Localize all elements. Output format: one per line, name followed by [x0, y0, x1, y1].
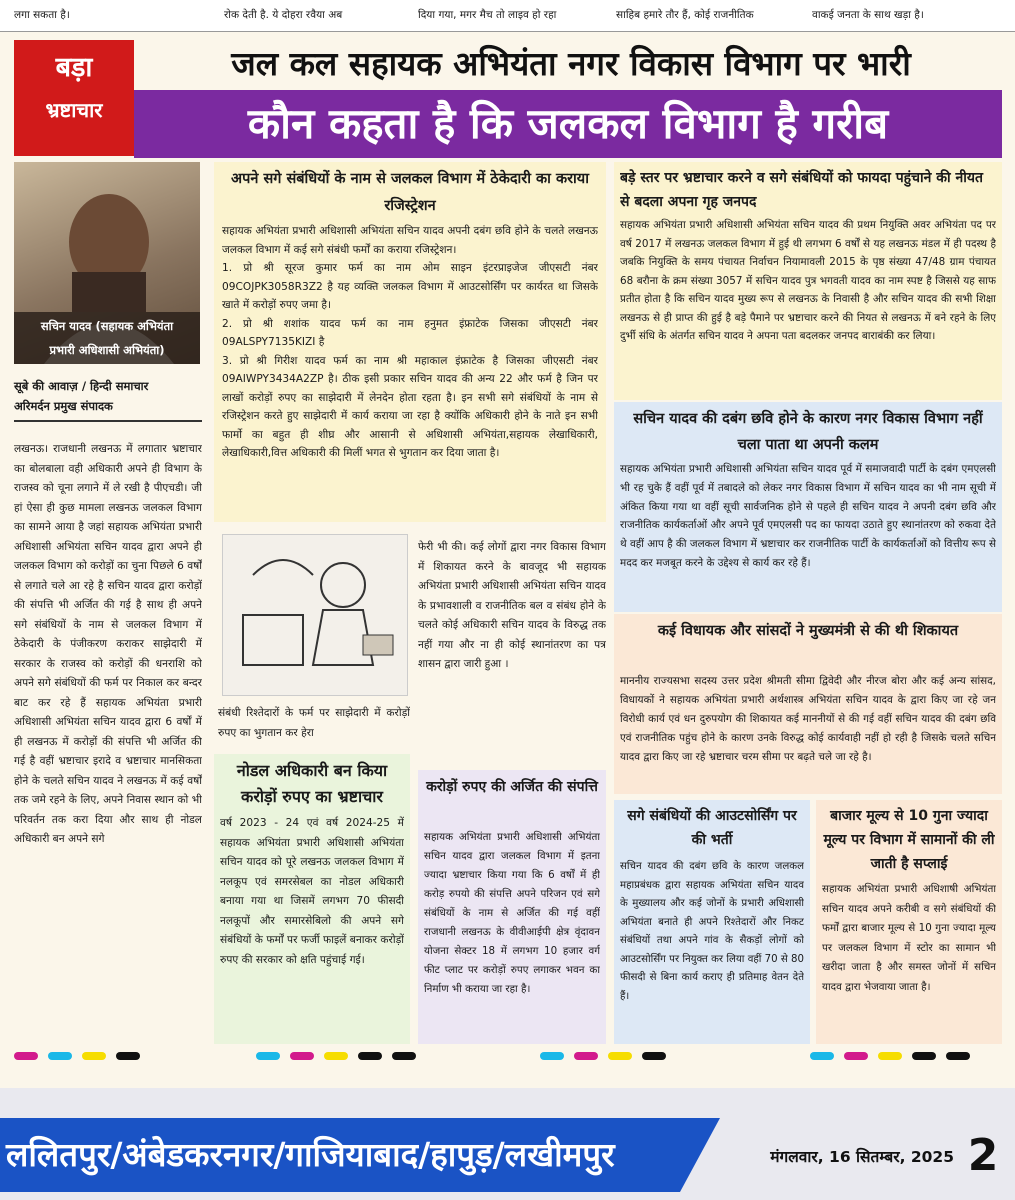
nodal-section [214, 754, 410, 1044]
photo-caption-line-2: प्रभारी अधिशासी अभियंता) [49, 343, 165, 357]
nodal-body: वर्ष 2023 - 24 एवं वर्ष 2024-25 में सहायक अभियंता प्रभारी अधिशासी अभियंता सचिन यादव को पूरे लखनऊ जलकल विभाग में नलकूप एवं समरसेबल का नोडल अधिकारी बनाया गया था जिसमें लगभग 70 फीसदी नलकूपों और समारसेबिलो की अपने सगे संबंधियों के फर्मों पर फर्जी फाइलें बनाकर करोड़ों रुपए की सरकार को क्षति पहुंचाई गई। [220, 817, 404, 966]
registration-heading: अपने सगे संबंधियों के नाम से जलकल विभाग में ठेकेदारी का कराया रजिस्ट्रेशन [231, 171, 589, 214]
home-district-body: सहायक अभियंता प्रभारी अधिशासी अभियंता सचिन यादव की प्रथम नियुक्ति अवर अभियंता पद पर वर्ष 2017 में लखनऊ जलकल विभाग में हुई थी लगभग 6 वर्षों से यह लखनऊ मंडल में ही पदस्थ है जबकि नियुक्ति के समय पंचायत निर्वाचन नियामावली 2015 के पृष्ठ संख्या 47/48 ग्राम पंचायत 68 बरौना के क्रम संख्या 3057 में सचिन यादव पुत्र भगवती यादव का नाम स्पष्ट है जिससे यह साफ प्रतीत होता है कि सचिन यादव मुख्य रूप से लखनऊ के निवासी है और सचिन यादव की सभी शिक्षा लखनऊ से ही प्राप्त की हुई है बड़े पैमाने पर भ्रष्टाचार करने की नियत से लखनऊ में बने रहने के लिए दुर्भी संधि के अंतर्गत सचिन यादव ने अपना पता बदलकर जनपद बाराबंकी कर लिया। [620, 219, 996, 342]
strip-col-1: लगा सकता है। [14, 9, 70, 21]
outsourcing-heading: सगे संबंधियों की आउटसोर्सिंग पर की भर्ती [627, 808, 797, 848]
middle-column-text: फेरी भी की। कई लोगों द्वारा नगर विकास विभाग में शिकायत करने के बावजूद भी सहायक अभियंता प्रभारी अधिशासी अभियंता सचिन यादव के प्रभावशाली व राजनीतिक बल व संबंध होने के चलते कोई अधिकारी सचिन यादव के विरुद्ध तक नहीं गया और ना ही कोई स्थानांतरण का पत्र शासन द्वारा जारी हुआ । [418, 541, 606, 670]
byline-line-1: सूबे की आवाज़ / हिन्दी समाचार [14, 379, 149, 393]
badi-bhrashtachar-tag [14, 40, 134, 156]
property-body: सहायक अभियंता प्रभारी अधिशासी अभियंता सचिन यादव द्वारा जलकल विभाग में इतना ज्यादा भ्रष्टाचार किया गया कि 6 वर्षों में ही करोड़ रुपयो की संपत्ति अपने परिजन एवं सगे संबंधियों के नाम से अर्जित की गई वहीं राजधानी लखनऊ के वीवीआईपी क्षेत्र वृंदावन योजना सेक्टर 18 में लगभग 10 हजार वर्ग फीट प्लाट पर करोड़ों रुपए लगाकर भवन का निर्माण भी कराया जा रहा है। [424, 831, 600, 995]
tag-line-1: बड़ा [55, 52, 93, 83]
page-number: 2 [967, 1130, 999, 1181]
corruption-cartoon [222, 534, 408, 696]
cartoon-illustration-icon [223, 535, 409, 697]
dabang-body: सहायक अभियंता प्रभारी अधिशासी अभियंता सचिन यादव पूर्व में समाजवादी पार्टी के दबंग एमएलसी भी रह चुके हैं वहीं पूर्व में तबादले को लेकर नगर विकास विभाग में सचिन यादव का भी नाम सूची में अंकित किया गया था वहीं सूची सार्वजनिक होने से पहले ही सचिन यादव ने अपनी दबंग छवि और राजनीतिक कार्यकर्ताओं और अपने पूर्व एमएलसी पद का फायदा उठाते हुए स्थानांतरण को रुकवा देते थे वहीं आप है की जलकल विभाग में भ्रष्टाचार कर राजनीतिक पार्टी के कार्यकर्ताओं को वित्तीय रूप से मदद कर मजबूत करने के उद्देश्य से कार्य कर रहे हैं। [620, 463, 996, 569]
strip-col-5: वाकई जनता के साथ खड़ा है। [812, 9, 924, 21]
complaint-section [614, 614, 1002, 794]
byline [14, 376, 204, 416]
photo-caption-line-1: सचिन यादव (सहायक अभियंता [40, 319, 174, 333]
strip-col-4: साहिब हमारे तौर हैं, कोई राजनीतिक [616, 9, 754, 21]
byline-divider [14, 420, 202, 422]
strip-col-3: दिया गया, मगर मैच तो लाइव हो रहा [418, 9, 557, 21]
previous-page-strip [0, 0, 1015, 32]
official-photo [14, 162, 200, 364]
property-heading: करोड़ों रुपए की अर्जित की संपत्ति [426, 779, 598, 795]
nodal-heading: नोडल अधिकारी बन किया करोड़ों रुपए का भ्रष्टाचार [236, 761, 388, 806]
home-district-section [614, 162, 1002, 400]
lead-column-text: लखनऊ। राजधानी लखनऊ में लगातार भ्रष्टाचार का बोलबाला वही अधिकारी अपने ही विभाग के राजस्व को चूना लगाने में ले रखी है पीएचडी। जी हां ऐसा ही कुछ मामला लखनऊ जलकल विभाग का सामने आया है जहां सहायक अभियंता प्रभारी अधिशासी अभियंता सचिन यादव द्वारा अपने ही जलकल विभाग को करोड़ों का चुना पिछले 6 वर्षों से लगाते चले आ रहे है सचिन यादव द्वारा करोड़ों की संपत्ति भी अर्जित की गई है साथ ही अपने सगे संबंधियों के नाम से जलकल विभाग में ठेकेदारी के पंजीकरण कराकर साझेदारी में सरकार के राजस्व को करोड़ों की धनराशि को अपने सगे संबंधियों की फर्म पर निकाल कर बन्दर बाट कर रहे हैं सहायक अभियंता प्रभारी अधिशासी अभियंता सचिन यादव द्वारा 6 वर्षों में ही लखनऊ में करोड़ों की संपत्ति भी अर्जित की गई है वहीं भ्रष्टाचार इरादे व भ्रष्टाचार मानसिकता होने के चलते सचिन यादव ने लखनऊ में कई वर्षों तक जमे रहने के लिए, अपने निवास स्थान को भी परिवर्तन तक करा दिया और साथ ही नोडल अधिकारी बन अपने सगे [14, 443, 202, 845]
registration-para-1: सहायक अभियंता प्रभारी अधिशासी अभियंता सचिन यादव अपनी दबंग छवि होने के चलते लखनऊ जलकल विभाग में कई सगे संबंधी फर्मों का कराया रजिस्ट्रेशन। [222, 225, 598, 256]
color-registration-marks-3 [540, 1052, 666, 1060]
registration-para-3: 2. प्रो श्री शशांक यादव फर्म का नाम हनुमत इंफ्राटेक जिसका जीएसटी नंबर 09ALSPY7135KIZI है [222, 317, 598, 348]
property-section [418, 770, 606, 1044]
color-registration-marks-1 [14, 1052, 140, 1060]
outsourcing-body: सचिन यादव की दबंग छवि के कारण जलकल महाप्रबंधक द्वारा सहायक अभियंता सचिन यादव के मुख्यालय और कई जोनों के प्रभारी अधिशासी अभियंता बनाते ही अपने रिश्तेदारों और निकट संबंधियों तथा अपने गांव के सैकड़ों लोगों को आउटसोर्सिंग पर नियुक्त कर लिया वहीं 70 से 80 फीसदी से बिना कार्य कराए ही प्रतिमाह वेतन देते हैं। [620, 861, 804, 1002]
outsourcing-section [614, 800, 810, 1044]
footer-cities: ललितपुर/अंबेडकरनगर/गाजियाबाद/हापुड़/लखीमपुर [6, 1135, 615, 1174]
supply-section [816, 800, 1002, 1044]
dabang-image-section [614, 402, 1002, 612]
banner-kicker: जल कल सहायक अभियंता नगर विकास विभाग पर भारी [231, 44, 911, 83]
byline-line-2: अरिमर्दन प्रमुख संपादक [14, 399, 113, 413]
color-registration-marks-2 [256, 1052, 416, 1060]
registration-para-2: 1. प्रो श्री सूरज कुमार फर्म का नाम ओम साइन इंटरप्राइजेज जीएसटी नंबर 09COJPK3058R3Z2 है यह व्यक्ति जलकल विभाग में आउटसोर्सिंग पर कार्यरत था जिसके खाते में करोड़ों रुपए जमा है। [222, 262, 598, 311]
registration-section [214, 162, 606, 522]
supply-heading: बाजार मूल्य से 10 गुना ज्यादा मूल्य पर विभाग में सामानों की ली जाती है सप्लाई [823, 808, 995, 872]
complaint-heading: कई विधायक और सांसदों ने मुख्यमंत्री से की थी शिकायत [657, 623, 959, 639]
issue-date: मंगलवार, 16 सितम्बर, 2025 [770, 1148, 954, 1166]
photo-caption [14, 312, 200, 364]
home-district-heading: बड़े स्तर पर भ्रष्टाचार करने व सगे संबंधियों को फायदा पहुंचाने की नीयत से बदला अपना गृह जनपद [620, 170, 984, 210]
cartoon-caption: संबंधी रिश्तेदारों के फर्म पर साझेदारी में करोड़ों रुपए का भुगतान कर हेरा [218, 707, 410, 739]
footer-cities-bar [0, 1118, 680, 1192]
complaint-body: माननीय राज्यसभा सदस्य उत्तर प्रदेश श्रीमती सीमा द्विवेदी और नीरज बोरा और कई अन्य सांसद, विधायकों ने सहायक अभियंता प्रभारी अर्थशास्त्र अभियंता सचिन यादव के द्वारा किए जा रहे जन विरोधी कार्य एवं धन दुरुपयोग की शिकायत कई माननीयों से की गई वहीं सचिन यादव की दबंग छवि एवं राजनीतिक पहुंच होने के कारण उनके विरुद्ध कोई कार्यवाही नहीं हो रही है जिसके चलते सचिन यादव द्वारा किए जा रहे भ्रष्टाचार चरम सीमा पर बढ़ते चले जा रहे है। [620, 675, 996, 763]
registration-para-4: 3. प्रो श्री गिरीश यादव फर्म का नाम श्री महाकाल इंफ्राटेक है जिसका जीएसटी नंबर 09AIWPY3434A2ZP है। ठीक इसी प्रकार सचिन यादव की अन्य 22 और फर्म है जिन पर लाखों करोड़ों रुपए का साझेदारी में लेनदेन होता रहता है। इन सभी सगे संबंधियों के नाम से रजिस्ट्रेशन करते हुए साझेदारी में कार्य कराया जा रहा है क्योंकि अधिकारी होने के नाते इन सभी फार्मो का बहुत ही शीघ्र और आसानी से अधिशासी अभियंता,सहायक लेखाधिकारी, लेखाधिकारी,वित्त अधिकारी की मिलीं भगत से भुगतान कर दिया जाता है। [222, 354, 598, 459]
color-registration-marks-4 [810, 1052, 970, 1060]
supply-body: सहायक अभियंता प्रभारी अधिशाषी अभियंता सचिन यादव अपने करीबी व सगे संबंधियों की फर्मों द्वारा बाजार मूल्य से 10 गुना ज्यादा मूल्य पर जलकल विभाग में स्टोर का सामान भी खरीदा जाता है और समस्त जोनों में सचिन यादव द्वारा भेजवाया जाता है। [822, 883, 996, 993]
banner-headline: कौन कहता है कि जलकल विभाग है गरीब [134, 90, 1002, 158]
dabang-heading: सचिन यादव की दबंग छवि होने के कारण नगर विकास विभाग नहीं चला पाता था अपनी कलम [633, 411, 983, 453]
strip-col-2: रोक देती है. ये दोहरा रवैया अब [224, 9, 343, 21]
tag-line-2: भ्रष्टाचार [45, 98, 103, 122]
